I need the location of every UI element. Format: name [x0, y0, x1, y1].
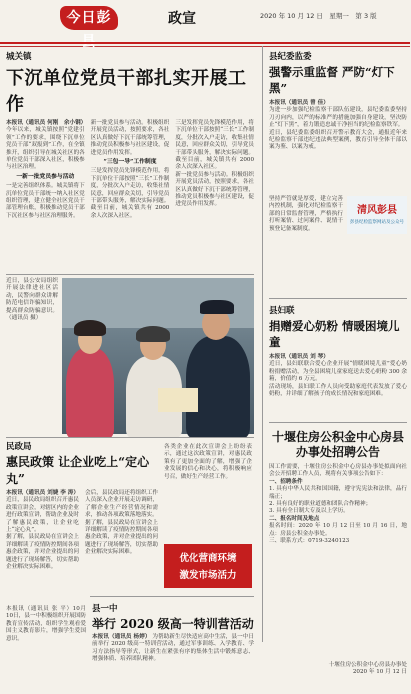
promo-box — [347, 196, 407, 234]
divider — [269, 298, 407, 299]
promo-subtitle: 彭县纪检监察网站及公众号 — [350, 220, 404, 225]
recruitment-notice — [269, 428, 407, 644]
news-photo — [62, 278, 254, 434]
paragraph: 一是完善组织体系。城关镇将下沉单位党员干部统一纳入社区党组织管理，建立健全社区党员干部管理台账，积极推动党员干部下沉社区参与社区治理服务。 — [6, 183, 85, 219]
article-discipline-inspection — [269, 50, 407, 216]
divider — [269, 422, 407, 423]
newspaper-logo: 今日彭县 — [60, 6, 118, 30]
leaflet — [158, 388, 198, 412]
left-column — [0, 46, 258, 663]
person-left — [66, 348, 114, 438]
byline: 本报讯（通讯员 何刚 余小钢） — [6, 120, 87, 126]
paragraph: 新一批党员参与活动。积极组织开展党员活动，按照要求，各社区认真做好下沉干部统筹管理，推动党员积极参与社区建设，促进党员作用发挥。 — [175, 171, 255, 208]
paragraph: 据了解，县民政局在宣讲会上详细解读了疫情防控期间各项惠企政策，并对企业提出的问题进行了现场解答，切实帮助企业解决实际困难。 — [85, 519, 158, 556]
divider — [6, 437, 254, 438]
article-headline: 举行 2020 级高一特训营活动 — [92, 617, 254, 631]
paragraph: 三是发挥党员先锋模范作用，将下沉单位干部按照“三长”工作制度，分批次入户走访，收集社情民意，回应群众关切，引导党员干部带头服务，解决实际问题。截至目前，城关镇共有 2000 余人次深入社区。 — [90, 168, 170, 219]
article-headline: 强警示重监督 严防“灯下黑” — [269, 65, 395, 95]
article-headline: 下沉单位党员干部扎实开展工作 — [6, 68, 247, 115]
article-kicker: 民政局 — [6, 442, 32, 452]
paragraph: 活动现场，县妇联工作人员向受助家庭代表发放了爱心奶粉，并详细了解孩子的成长情况和家庭困难。 — [269, 383, 407, 398]
byline: 本报讯（通讯员 杨婷） — [92, 634, 151, 640]
paragraph: 3. 具有全日制大专及以上学历。 — [269, 508, 349, 515]
banner-line-1: 优化营商环境 — [179, 553, 237, 564]
news-photo-block — [6, 278, 254, 434]
paragraph: 三、联系方式：0719-3240123 — [269, 538, 350, 545]
paragraph: 近日，县民政局组织召开惠民政策宣讲会，对辖区内的企业进行政策宣讲，帮助企业及时了解惠民政策，让企业吃上“定心丸”。 — [6, 497, 79, 534]
person-center-hair — [136, 326, 170, 342]
masthead — [0, 0, 410, 50]
banner-line-2: 激发市场活力 — [179, 570, 237, 581]
article-continued: 坚持严管就是厚爱，建立完善内控机制，强化对纪检监察干部的日常监督管理，严格执行打听案情、过问案件、说情干预登记备案制度。 — [269, 196, 343, 232]
notice-headline: 十堰住房公积金中心房县办事处招聘公告 — [271, 430, 404, 459]
article-kicker: 县一中 — [92, 604, 118, 614]
paragraph: 二、报名时间及地点 — [269, 515, 320, 522]
masthead-rule — [0, 42, 410, 44]
paragraph: 三是发挥党员先锋模范作用，将下沉单位干部按照“三长”工作制度，分批次入户走访，收集社情民意，回应群众关切，引导党员干部带头服务，解决实际问题。截至目前，城关镇共有 2000 余人次深入社区。 — [175, 120, 255, 171]
divider — [90, 596, 254, 597]
section-title: 政宣 — [168, 11, 196, 27]
article-side-text: 各类企业在此次宣讲会上纷纷表示，通过这次政策宣讲，对惠民政策有了更加全面的了解，增强了企业发展的信心和决心，将积极响应号召，做好生产经营工作。 — [164, 444, 252, 480]
article-left-text: 本报讯（通讯员 张 平）10月 10日，县一中积极组织开展国防教育宣传活动，组织学生观看爱国主义教育影片，增强学生爱国意识。 — [6, 606, 86, 642]
article-no1-middle-school — [92, 602, 254, 694]
notice-signature — [269, 662, 407, 676]
article-kicker: 城关镇 — [6, 52, 32, 62]
byline: 本报讯（通讯员 刘 琴） — [269, 354, 329, 360]
article-womens-federation — [269, 304, 407, 446]
article-kicker: 县妇联 — [269, 306, 295, 316]
paragraph: 今年以来，城关镇按照“党建引领”工作的要求，围绕下沉单位党员干部“双报到”工作，在全镇推开，组织引导在城关社区的各单位党员干部深入社区，积极参与社区治理。 — [6, 127, 85, 171]
person-left-hair — [74, 320, 106, 336]
article-kicker: 县纪委监委 — [269, 52, 312, 62]
paragraph: 为帮助新生尽快适应高中生活，县一中日前举行 2020 级高一特训营活动，通过军事训练、入学教育、学习方法指导等形式，让新生在紧张有序的集体生活中锻炼意志、增强体质、培养团队精神。 — [92, 634, 255, 663]
paragraph: 一、招聘条件 — [269, 478, 303, 485]
article-headline: 惠民政策 让企业吃上“定心丸” — [6, 455, 150, 486]
paragraph: 2. 具有良好的职业道德和团队合作精神； — [269, 501, 372, 508]
notice-body — [269, 464, 407, 644]
subheading: 一新一批党员参与活动 — [16, 173, 75, 180]
paragraph: 近日，县妇联联合爱心企业开展“情暖困境儿童”爱心奶粉捐赠活动，为全县困境儿童家庭送去爱心奶粉 300 余箱，价值约 6 万元。 — [269, 361, 407, 383]
right-column — [262, 46, 411, 675]
paragraph: 据了解，县民政局在宣讲会上详细解读了疫情防控期间各项惠企政策，并对企业提出的问题进行了现场解答，切实帮助企业解决实际困难。 — [6, 534, 79, 571]
article-body — [92, 634, 254, 694]
police-officer — [186, 336, 250, 438]
byline: 本报讯（通讯员 曾 佳） — [269, 100, 329, 106]
issue-date: 2020 年 10 月 12 日 星期一 第 3 版 — [260, 12, 377, 20]
paragraph: 会后，县民政局还将组织工作人员深入企业开展走访调研，了解企业生产经营情况和需求，推动各项政策落地落实。 — [85, 490, 158, 519]
police-cap — [200, 300, 234, 314]
paragraph: 新一批党员参与活动。积极组织开展党员活动，按照要求，各社区认真做好下沉干部统筹管理，推动党员积极参与社区建设，促进党员作用发挥。 — [90, 120, 170, 156]
promo-title: 清风彭县 — [357, 205, 397, 216]
paragraph: 为进一步加强纪检监察干部队伍建设，县纪委监委坚持刀刃向内，以严的标准严的措施加强自身建设，坚决防止“灯下黑”，着力锻造忠诚干净担当的纪检监察铁军。 — [269, 107, 407, 129]
photo-caption: 近日，县公安局组织开展法律进社区活动，民警向群众讲解防范电信诈骗知识，提高群众防骗意识。（通讯员 摄） — [6, 278, 58, 322]
business-environment-banner — [164, 544, 252, 588]
divider — [6, 274, 254, 275]
subheading: “三包一导”工作制度 — [103, 159, 157, 166]
paragraph: 报名时间：2020 年 10 月 12 日至 10 月 16 日，地点：房县公积金办事处。 — [269, 523, 407, 537]
notice-date: 2020 年 10 月 12 日 — [352, 669, 407, 675]
paragraph: 1. 具有中华人民共和国国籍，遵守宪宪法和法律，品行端正； — [269, 486, 407, 500]
byline: 本报讯（通讯员 刘婕 李 涛） — [6, 490, 79, 496]
paragraph: 近日，县纪委监委组织召开警示教育大会，通报近年来纪检监察干部违纪违法典型案例，教育引导全体干部以案为鉴、以案为戒。 — [269, 129, 407, 151]
article-headline: 捐赠爱心奶粉 情暖困境儿童 — [269, 319, 400, 349]
notice-org: 十堰住房公积金中心房县办事处 — [328, 662, 407, 668]
paragraph: 因工作需要，十堰住房公积金中心房县办事处拟面向社会公开招聘工作人员，现将有关事项公告如下： — [269, 464, 407, 478]
